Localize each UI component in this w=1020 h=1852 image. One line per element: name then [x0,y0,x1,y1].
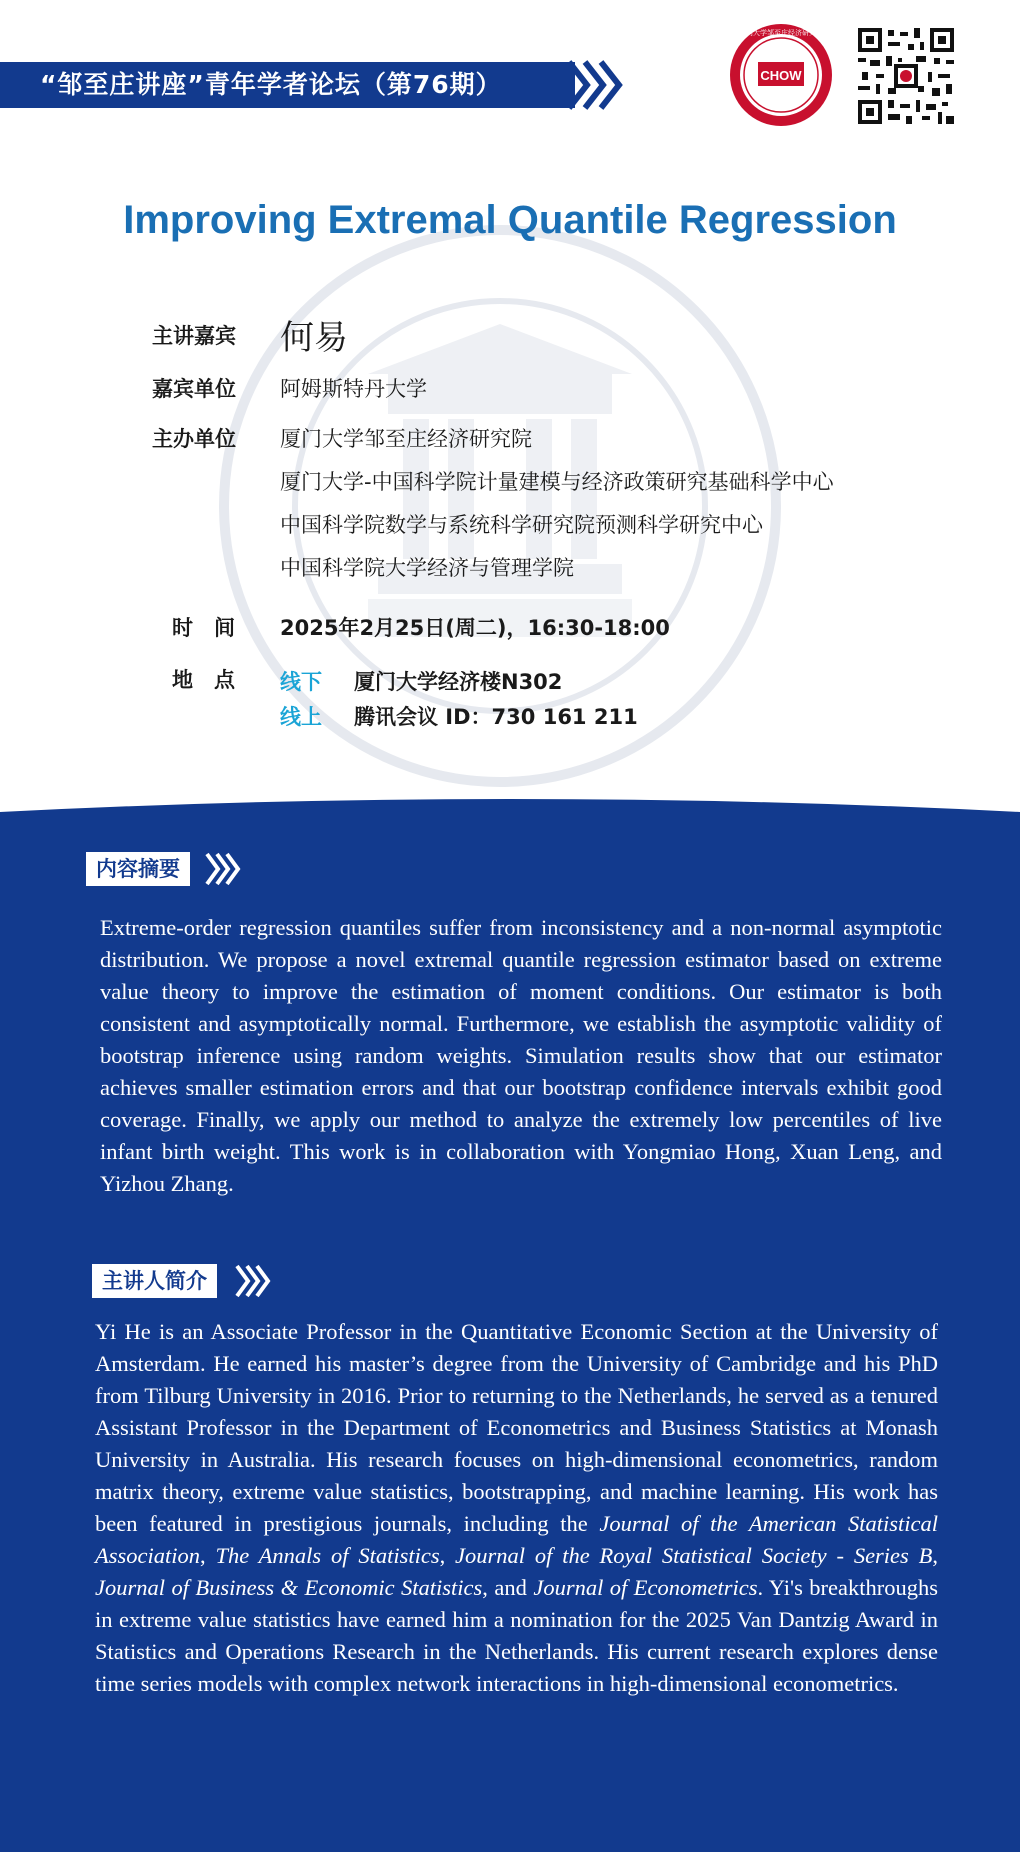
host-label: 主办单位 [152,427,236,451]
online-place-row [280,701,638,731]
host-item: 厦门大学邹至庄经济研究院 [280,427,532,451]
abstract-heading: 内容摘要 [86,852,190,886]
chevron-right-icon [234,1263,274,1299]
time-value: 2025年2月25日(周二)，16:30-18:00 [280,616,670,640]
talk-title: Improving Extremal Quantile Regression [123,198,897,242]
poster-header-section [0,0,1020,812]
offline-tag: 线下 [280,670,322,694]
chevron-right-icon [565,58,625,112]
series-title: “邹至庄讲座”青年学者论坛（第76期） [40,70,502,99]
bio-separator: , [439,1543,456,1568]
journal-name: The Annals of Statistics [215,1543,440,1568]
bio-separator: , [200,1543,216,1568]
host-item: 中国科学院数学与系统科学研究院预测科学研究中心 [280,513,763,537]
journal-name: Journal of Econometrics [533,1575,758,1600]
time-label: 时 间 [172,616,235,640]
affiliation-value: 阿姆斯特丹大学 [280,377,427,401]
place-label: 地 点 [172,668,235,692]
affiliation-label: 嘉宾单位 [152,377,236,401]
logo-ring-text: 厦门大学邹至庄经济研究院 [739,29,823,37]
speaker-name: 何易 [280,318,348,358]
host-item: 中国科学院大学经济与管理学院 [280,556,574,580]
chow-institute-logo-icon [728,22,834,128]
speaker-label: 主讲嘉宾 [152,324,236,348]
bio-separator: , and [482,1575,534,1600]
host-item: 厦门大学-中国科学院计量建模与经济政策研究基础科学中心 [280,470,834,494]
section-divider-curve [0,790,1020,812]
poster-body-section [0,812,1020,1852]
bio-text-part: Yi He is an Associate Professor in the Quantitative Economic Section at the University of Amsterdam. He earned his master’s degree from the University of Cambridge and his PhD from Tilburg University in 2016. Prior to returning to the Netherlands, he served as a tenured Assistant Professor in the Department of Econometrics and Business Statistics at Monash University in Australia. His research focuses on high-dimensional econometrics, random matrix theory, extreme value statistics, bootstrapping, and machine learning. His work has been featured in prestigious journals, including the [95,1319,938,1536]
journal-name: Journal of Business & Economic Statistics [95,1575,483,1600]
qr-code-icon [858,28,954,124]
logo-text: CHOW [760,68,802,83]
abstract-text: Extreme-order regression quantiles suffer from inconsistency and a non-normal asymptotic distribution. We propose a novel extremal quantile regression estimator based on extreme value theory to improve the estimation of moment conditions. Our estimator is both consistent and asymptotically normal. Furthermore, we establish the asymptotic validity of bootstrap inference using random weights. Simulation results show that our estimator achieves smaller estimation errors and that our bootstrap confidence intervals exhibit good coverage. Finally, we apply our method to analyze the extremely low percentiles of live infant birth weight. This work is in collaboration with Yongmiao Hong, Xuan Leng, and Yizhou Zhang. [100,915,942,1196]
offline-place: 厦门大学经济楼N302 [354,670,563,694]
bio-heading: 主讲人简介 [92,1264,217,1298]
chevron-right-icon [204,851,244,887]
online-tag: 线上 [280,705,322,729]
offline-place-row [280,666,562,696]
journal-name: Journal of the American Statistical Association [95,1511,938,1568]
bio-separator: , [932,1543,939,1568]
bio-text [95,1316,938,1700]
online-place: 腾讯会议 ID：730 161 211 [354,705,638,729]
journal-name: Journal of the Royal Statistical Society - Series B [455,1543,933,1568]
bio-text-part: . Yi's breakthroughs in extreme value statistics have earned him a nomination for the 2025 Van Dantzig Award in Statistics and Operations Research in the Netherlands. His current research explores dense time series models with complex network interactions in high-dimensional econometrics. [95,1575,939,1696]
